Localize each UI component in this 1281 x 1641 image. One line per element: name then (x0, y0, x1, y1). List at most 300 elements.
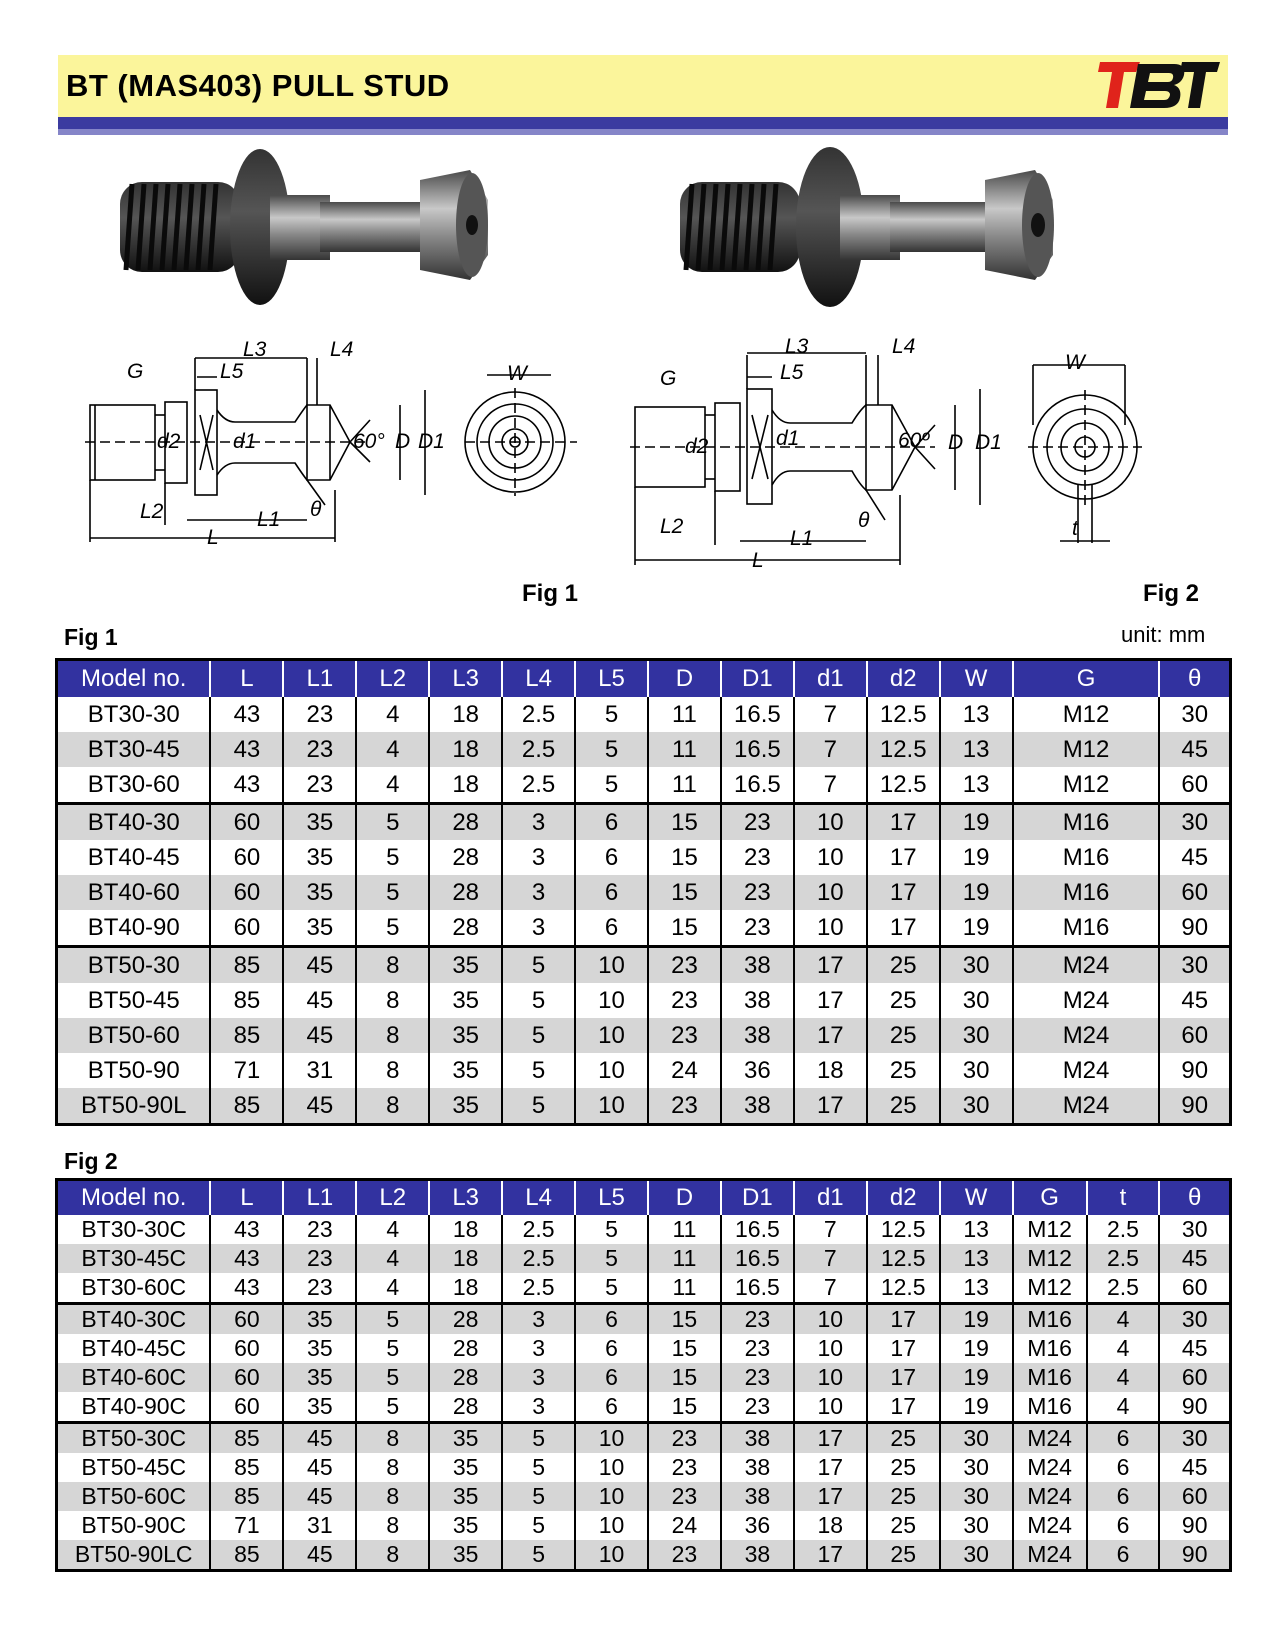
table-cell: 19 (940, 840, 1013, 875)
fig2-technical-drawing (630, 335, 1170, 585)
table-cell: 4 (1087, 1304, 1160, 1335)
table-cell: BT40-30 (57, 804, 211, 841)
table-cell: 5 (502, 1453, 575, 1482)
table-cell: 8 (356, 947, 429, 984)
table-cell: 60 (210, 1363, 283, 1392)
table-cell: 3 (502, 840, 575, 875)
column-header: θ (1159, 660, 1230, 698)
pull-stud-photo-2 (670, 140, 1070, 315)
table-cell: 2.5 (502, 697, 575, 732)
table-cell: 60 (210, 875, 283, 910)
column-header: L4 (502, 660, 575, 698)
spec-table-fig1 (55, 658, 1232, 1126)
table-cell: BT40-45C (57, 1334, 211, 1363)
column-header: L1 (283, 660, 356, 698)
table-cell: 6 (1087, 1511, 1160, 1540)
table-row (57, 804, 1231, 841)
table-cell: 23 (283, 697, 356, 732)
column-header: G (1013, 660, 1160, 698)
table-cell: 10 (575, 1482, 648, 1511)
dim-d2: d2 (157, 430, 181, 453)
table-cell: BT40-90C (57, 1392, 211, 1423)
table-cell: 30 (940, 1053, 1013, 1088)
table-cell: 23 (283, 1273, 356, 1304)
table-cell: 31 (283, 1511, 356, 1540)
table-cell: 2.5 (1087, 1244, 1160, 1273)
table-cell: 23 (721, 804, 794, 841)
table-cell: 23 (648, 947, 721, 984)
table-cell: 3 (502, 1363, 575, 1392)
table-cell: 30 (940, 1453, 1013, 1482)
table-cell: 85 (210, 1540, 283, 1571)
table-cell: 5 (502, 1053, 575, 1088)
table-cell: 90 (1159, 910, 1230, 947)
table2-label: Fig 2 (64, 1148, 118, 1174)
column-header: W (940, 1180, 1013, 1216)
table-cell: BT30-45C (57, 1244, 211, 1273)
table-cell: 3 (502, 804, 575, 841)
table-cell: 8 (356, 1423, 429, 1454)
table-cell: 7 (794, 1215, 867, 1244)
table-cell: 60 (210, 1334, 283, 1363)
table-cell: 25 (867, 1018, 940, 1053)
table-cell: 38 (721, 1423, 794, 1454)
table-cell: 6 (575, 1304, 648, 1335)
table-cell: M24 (1013, 1540, 1087, 1571)
column-header: D (648, 1180, 721, 1216)
table-cell: 13 (940, 1215, 1013, 1244)
dim-d2-fig2: d2 (685, 435, 709, 458)
table-cell: 7 (794, 732, 867, 767)
table-cell: 8 (356, 1511, 429, 1540)
table-cell: 30 (940, 1088, 1013, 1125)
table-cell: 35 (283, 1363, 356, 1392)
table-cell: 35 (283, 875, 356, 910)
table-cell: 5 (575, 767, 648, 804)
table-cell: 60 (210, 804, 283, 841)
table-cell: BT50-30C (57, 1423, 211, 1454)
column-header: d2 (867, 660, 940, 698)
table-cell: 4 (1087, 1334, 1160, 1363)
table-cell: 23 (648, 1088, 721, 1125)
table-cell: M24 (1013, 1453, 1087, 1482)
table-cell: M24 (1013, 1053, 1160, 1088)
table-cell: 17 (794, 1482, 867, 1511)
table-row (57, 1392, 1231, 1423)
column-header: G (1013, 1180, 1087, 1216)
table-cell: 6 (575, 840, 648, 875)
table-cell: 5 (575, 697, 648, 732)
dim-g: G (127, 360, 144, 383)
table-cell: 31 (283, 1053, 356, 1088)
table-cell: 5 (356, 1334, 429, 1363)
table-cell: BT30-30C (57, 1215, 211, 1244)
table-cell: 10 (794, 1363, 867, 1392)
table-row (57, 767, 1231, 804)
column-header: Model no. (57, 660, 211, 698)
table-cell: 5 (575, 1244, 648, 1273)
table-cell: 5 (356, 840, 429, 875)
table-cell: M12 (1013, 1273, 1087, 1304)
column-header: L2 (356, 660, 429, 698)
table-cell: 4 (356, 697, 429, 732)
column-header: L1 (283, 1180, 356, 1216)
table-row (57, 732, 1231, 767)
table-row (57, 1053, 1231, 1088)
table-cell: 17 (867, 1392, 940, 1423)
table-cell: 25 (867, 1088, 940, 1125)
table-cell: 11 (648, 1273, 721, 1304)
dim-w-fig2: W (1065, 351, 1085, 374)
dim-angle: 60° (353, 430, 385, 453)
table-cell: 23 (721, 1334, 794, 1363)
table-cell: 10 (794, 840, 867, 875)
table-cell: 38 (721, 1088, 794, 1125)
table-cell: 13 (940, 1244, 1013, 1273)
table-cell: 60 (1159, 1018, 1230, 1053)
table-cell: 18 (429, 697, 502, 732)
table-row (57, 1304, 1231, 1335)
table-cell: BT30-60C (57, 1273, 211, 1304)
dim-d1-fig2: d1 (776, 427, 800, 450)
table-cell: 60 (210, 840, 283, 875)
table-cell: BT50-60C (57, 1482, 211, 1511)
table-cell: 2.5 (1087, 1273, 1160, 1304)
table-cell: 30 (940, 1018, 1013, 1053)
table-row (57, 1423, 1231, 1454)
table-cell: BT40-45 (57, 840, 211, 875)
dim-l3: L3 (243, 338, 267, 361)
table-cell: 18 (794, 1511, 867, 1540)
column-header: d1 (794, 660, 867, 698)
table-cell: 35 (283, 804, 356, 841)
table-cell: BT40-60C (57, 1363, 211, 1392)
table-cell: 4 (356, 732, 429, 767)
column-header: L5 (575, 660, 648, 698)
table-cell: 17 (867, 804, 940, 841)
table-cell: 23 (648, 1540, 721, 1571)
spec-table-fig2 (55, 1178, 1232, 1572)
table-cell: 43 (210, 1273, 283, 1304)
table-cell: 16.5 (721, 732, 794, 767)
table-cell: 17 (867, 875, 940, 910)
table-cell: 5 (356, 1304, 429, 1335)
header-rule (58, 117, 1228, 129)
table-cell: 10 (575, 1053, 648, 1088)
table-cell: 12.5 (867, 1215, 940, 1244)
table-cell: 43 (210, 1215, 283, 1244)
table-cell: 18 (429, 767, 502, 804)
table-cell: 18 (429, 1244, 502, 1273)
table-cell: BT40-90 (57, 910, 211, 947)
table-cell: 6 (575, 1392, 648, 1423)
table-cell: 4 (1087, 1363, 1160, 1392)
table-cell: 35 (429, 947, 502, 984)
table-cell: 13 (940, 1273, 1013, 1304)
table-row (57, 1018, 1231, 1053)
column-header: θ (1159, 1180, 1230, 1216)
table-cell: 35 (429, 1053, 502, 1088)
table-cell: 16.5 (721, 1273, 794, 1304)
table-cell: 17 (794, 1088, 867, 1125)
dim-l3-fig2: L3 (785, 335, 809, 358)
table-cell: 30 (940, 983, 1013, 1018)
table-cell: 28 (429, 1304, 502, 1335)
table-cell: 19 (940, 804, 1013, 841)
table-cell: M12 (1013, 732, 1160, 767)
table-cell: BT50-90 (57, 1053, 211, 1088)
column-header: L (210, 1180, 283, 1216)
table-cell: 5 (502, 983, 575, 1018)
table-cell: 35 (283, 1304, 356, 1335)
table-cell: 38 (721, 1540, 794, 1571)
table-cell: 35 (429, 983, 502, 1018)
table-cell: 18 (429, 1215, 502, 1244)
table-cell: 45 (283, 1423, 356, 1454)
table-cell: 10 (794, 1334, 867, 1363)
table-cell: BT30-30 (57, 697, 211, 732)
table-cell: 10 (794, 1392, 867, 1423)
table-cell: M16 (1013, 1392, 1087, 1423)
unit-label: unit: mm (1121, 622, 1206, 647)
table-cell: 10 (575, 1088, 648, 1125)
table-cell: 5 (575, 732, 648, 767)
table-cell: 12.5 (867, 767, 940, 804)
table-cell: 35 (429, 1423, 502, 1454)
table-cell: 17 (794, 1018, 867, 1053)
table-cell: 19 (940, 1304, 1013, 1335)
table-cell: 11 (648, 767, 721, 804)
table-cell: 30 (1159, 1304, 1230, 1335)
table-cell: 25 (867, 1540, 940, 1571)
table-cell: BT40-60 (57, 875, 211, 910)
table-cell: 16.5 (721, 1215, 794, 1244)
table-cell: 15 (648, 1363, 721, 1392)
table-cell: BT30-45 (57, 732, 211, 767)
table-cell: 5 (502, 1540, 575, 1571)
table-cell: 23 (283, 732, 356, 767)
column-header: d2 (867, 1180, 940, 1216)
table-cell: 90 (1159, 1088, 1230, 1125)
page-title: BT (MAS403) PULL STUD (66, 68, 450, 103)
dim-g-fig2: G (660, 367, 677, 390)
table-cell: 23 (721, 840, 794, 875)
column-header: L3 (429, 660, 502, 698)
table-cell: 10 (575, 1453, 648, 1482)
table-row (57, 1511, 1231, 1540)
table-cell: 4 (356, 1215, 429, 1244)
table-cell: 25 (867, 1482, 940, 1511)
table-cell: 43 (210, 767, 283, 804)
table-cell: 8 (356, 1453, 429, 1482)
table-cell: 17 (794, 1423, 867, 1454)
header-rule-secondary (58, 129, 1228, 135)
fig2-caption: Fig 2 (1143, 580, 1200, 607)
tbt-logo (1096, 58, 1222, 114)
table-cell: 30 (940, 1482, 1013, 1511)
table-cell: 2.5 (502, 1273, 575, 1304)
table-cell: 4 (356, 767, 429, 804)
table1-label: Fig 1 (64, 624, 118, 650)
table-cell: 8 (356, 1482, 429, 1511)
table-cell: M16 (1013, 1334, 1087, 1363)
table-cell: 19 (940, 1334, 1013, 1363)
table-row (57, 1244, 1231, 1273)
table-cell: 23 (648, 1018, 721, 1053)
table-cell: 5 (502, 1482, 575, 1511)
table-cell: 5 (356, 1392, 429, 1423)
table-cell: 7 (794, 767, 867, 804)
table-row (57, 1334, 1231, 1363)
table-cell: 60 (1159, 767, 1230, 804)
table-cell: 13 (940, 732, 1013, 767)
table-cell: 15 (648, 875, 721, 910)
table-row (57, 1363, 1231, 1392)
table-row (57, 1540, 1231, 1571)
dim-d1-outer-fig2: D1 (975, 431, 1002, 454)
table-cell: 17 (794, 1453, 867, 1482)
table-cell: 45 (283, 1540, 356, 1571)
table-cell: 15 (648, 1392, 721, 1423)
table-cell: M24 (1013, 1511, 1087, 1540)
table-cell: 18 (794, 1053, 867, 1088)
table-cell: 5 (502, 1511, 575, 1540)
table-cell: 8 (356, 1540, 429, 1571)
table-cell: 11 (648, 732, 721, 767)
table-cell: 60 (1159, 1363, 1230, 1392)
table-cell: 6 (575, 1334, 648, 1363)
table-cell: M12 (1013, 1215, 1087, 1244)
table-cell: 18 (429, 1273, 502, 1304)
dim-l4: L4 (330, 338, 354, 361)
table-cell: 85 (210, 1482, 283, 1511)
table-cell: 12.5 (867, 697, 940, 732)
table-cell: BT50-90LC (57, 1540, 211, 1571)
table-cell: 36 (721, 1053, 794, 1088)
table-cell: 30 (940, 1540, 1013, 1571)
table-cell: 85 (210, 983, 283, 1018)
table-row (57, 1482, 1231, 1511)
column-header: D (648, 660, 721, 698)
table-cell: 5 (356, 910, 429, 947)
table-cell: 19 (940, 875, 1013, 910)
table-cell: 38 (721, 983, 794, 1018)
table-cell: 28 (429, 875, 502, 910)
table-row (57, 875, 1231, 910)
table-cell: BT50-90L (57, 1088, 211, 1125)
pull-stud-photo-1 (110, 140, 510, 315)
table-cell: 38 (721, 1018, 794, 1053)
table-cell: 13 (940, 697, 1013, 732)
table-cell: 5 (356, 1363, 429, 1392)
table-cell: 35 (283, 1392, 356, 1423)
fig1-technical-drawing (85, 338, 615, 575)
table-cell: 6 (1087, 1453, 1160, 1482)
table-cell: 23 (721, 1392, 794, 1423)
table-cell: 10 (794, 875, 867, 910)
table-cell: BT30-60 (57, 767, 211, 804)
table-cell: 30 (1159, 1215, 1230, 1244)
table-cell: BT50-90C (57, 1511, 211, 1540)
table-cell: 60 (210, 1392, 283, 1423)
table-row (57, 1453, 1231, 1482)
table-cell: 85 (210, 1453, 283, 1482)
table-cell: M16 (1013, 910, 1160, 947)
table-cell: 30 (940, 1423, 1013, 1454)
table-cell: 17 (867, 840, 940, 875)
dim-theta-fig2: θ (858, 509, 870, 532)
table-cell: 7 (794, 1244, 867, 1273)
table-cell: 8 (356, 1088, 429, 1125)
dim-l2-fig2: L2 (660, 515, 684, 538)
column-header: L3 (429, 1180, 502, 1216)
dim-l1-fig2: L1 (790, 527, 814, 550)
dim-t-fig2: t (1072, 517, 1078, 540)
table-cell: 85 (210, 1088, 283, 1125)
table-cell: M24 (1013, 947, 1160, 984)
table-cell: 38 (721, 1482, 794, 1511)
dim-l2: L2 (140, 500, 164, 523)
table-cell: 35 (429, 1453, 502, 1482)
table-cell: M16 (1013, 1304, 1087, 1335)
table-cell: 10 (575, 983, 648, 1018)
table-cell: 45 (283, 983, 356, 1018)
table-cell: 25 (867, 983, 940, 1018)
table-cell: 45 (283, 1482, 356, 1511)
table-cell: 35 (429, 1511, 502, 1540)
table-cell: 6 (575, 875, 648, 910)
table-cell: 71 (210, 1511, 283, 1540)
table-cell: 25 (867, 947, 940, 984)
table-cell: 43 (210, 732, 283, 767)
table-cell: 23 (283, 1215, 356, 1244)
table-cell: 5 (356, 875, 429, 910)
table-cell: 11 (648, 1215, 721, 1244)
table-cell: 4 (356, 1244, 429, 1273)
table-cell: M16 (1013, 875, 1160, 910)
table-cell: 6 (1087, 1482, 1160, 1511)
table-row (57, 1215, 1231, 1244)
table-cell: 45 (283, 947, 356, 984)
table-cell: 16.5 (721, 1244, 794, 1273)
table-cell: 3 (502, 910, 575, 947)
table-cell: 30 (1159, 697, 1230, 732)
table-cell: 24 (648, 1511, 721, 1540)
table-cell: 8 (356, 1053, 429, 1088)
table-cell: 5 (575, 1215, 648, 1244)
table-cell: 2.5 (502, 1244, 575, 1273)
table-cell: 16.5 (721, 767, 794, 804)
table-cell: 35 (429, 1018, 502, 1053)
table-cell: 30 (940, 947, 1013, 984)
table-cell: 11 (648, 697, 721, 732)
dim-d1: d1 (233, 430, 257, 453)
table-cell: 2.5 (502, 732, 575, 767)
table-header-row (57, 660, 1231, 698)
table-row (57, 1273, 1231, 1304)
table-cell: BT40-30C (57, 1304, 211, 1335)
table-cell: 10 (575, 1511, 648, 1540)
table-cell: 43 (210, 1244, 283, 1273)
table-cell: M16 (1013, 1363, 1087, 1392)
table-cell: 4 (1087, 1392, 1160, 1423)
table-cell: 19 (940, 1392, 1013, 1423)
table-cell: 15 (648, 840, 721, 875)
table-row (57, 1088, 1231, 1125)
table-cell: 45 (1159, 983, 1230, 1018)
table-cell: 17 (794, 983, 867, 1018)
table-cell: 24 (648, 1053, 721, 1088)
